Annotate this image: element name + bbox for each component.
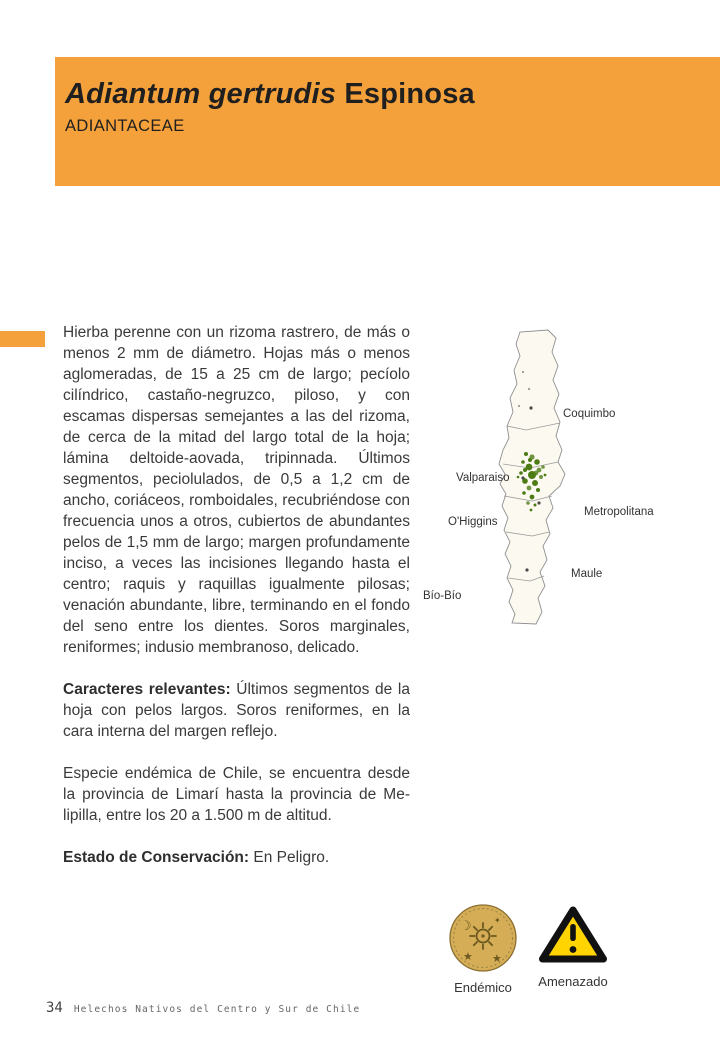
page-footer	[46, 1000, 360, 1016]
species-name: Adiantum gertrudis	[65, 78, 337, 110]
map-label-metropolitana: Metropolitana	[584, 506, 654, 518]
map-label-maule: Maule	[571, 568, 603, 580]
characters-label: Caracteres relevantes:	[63, 681, 231, 698]
conservation-paragraph	[63, 847, 410, 868]
star-right-icon: ★	[492, 952, 502, 965]
page-number: 34	[46, 1000, 63, 1016]
endemic-label: Endémico	[454, 980, 512, 995]
map-label-coquimbo: Coquimbo	[563, 408, 616, 420]
star-small-icon: ✦	[494, 916, 501, 925]
species-title	[65, 78, 720, 110]
distribution-map	[420, 326, 712, 628]
characters-text: Últimos segmentos de la hoja con pelos largos. Soros reniformes, en la cara interna del margen reflejo.	[63, 681, 410, 740]
family-name: ADIANTACEAE	[65, 117, 185, 136]
conservation-label: Estado de Conservación:	[63, 849, 250, 866]
species-description	[63, 322, 410, 889]
characters-paragraph	[63, 679, 410, 742]
threatened-badge	[531, 903, 615, 989]
distribution-paragraph: Especie endémica de Chile, se encuentra desde la provincia de Limarí hasta la provincia de Melipilla, entre los 20 a 1.500 m de altitud.	[63, 765, 410, 824]
exclamation-bar	[570, 924, 576, 941]
section-marker	[0, 331, 45, 347]
header-band	[55, 57, 720, 186]
map-label-biobio: Bío-Bío	[423, 590, 462, 602]
map-label-ohiggins: O'Higgins	[448, 516, 498, 528]
conservation-text: En Peligro.	[249, 849, 330, 866]
threatened-label: Amenazado	[538, 974, 608, 989]
moon-icon: ☽	[460, 919, 472, 934]
map-label-valparaiso: Valparaiso	[456, 472, 510, 484]
book-title: Helechos Nativos del Centro y Sur de Chile	[73, 1004, 361, 1015]
species-author: Espinosa	[336, 78, 475, 110]
exclamation-dot	[570, 946, 577, 953]
warning-triangle-icon	[538, 903, 608, 967]
star-left-icon: ★	[463, 950, 473, 963]
chile-map-svg	[420, 326, 712, 628]
description-paragraph: Hierba perenne con un rizoma rastrero, de más o menos 2 mm de diámetro. Hojas más o menos aglomeradas, de 15 a 25 cm de largo; pecíolo cilíndrico, castaño-negruzco, piloso, y con escamas dispersas semejantes a las del rizoma, de cerca de la mitad del largo total de la hoja; lámina deltoide-aovada, tripinnada. Últimos segmentos, peciolulados, de 0,5 a 1,2 cm de ancho, coriáceos, romboidales, recubriéndose con frecuencia unos a otros, cubiertos de abundantes pelos de 1,5 mm de largo; margen profundamente inciso, a veces las incisiones llegando hasta el centro; raquis y raquillas igualmente pilosas; venación abundante, libre, terminando en el fondo del seno entre los dientes. Soros marginales, reniformes; indusio membranoso, delicado.	[63, 324, 410, 656]
endemic-badge	[441, 903, 525, 995]
endemic-kultrun-icon	[448, 903, 518, 973]
